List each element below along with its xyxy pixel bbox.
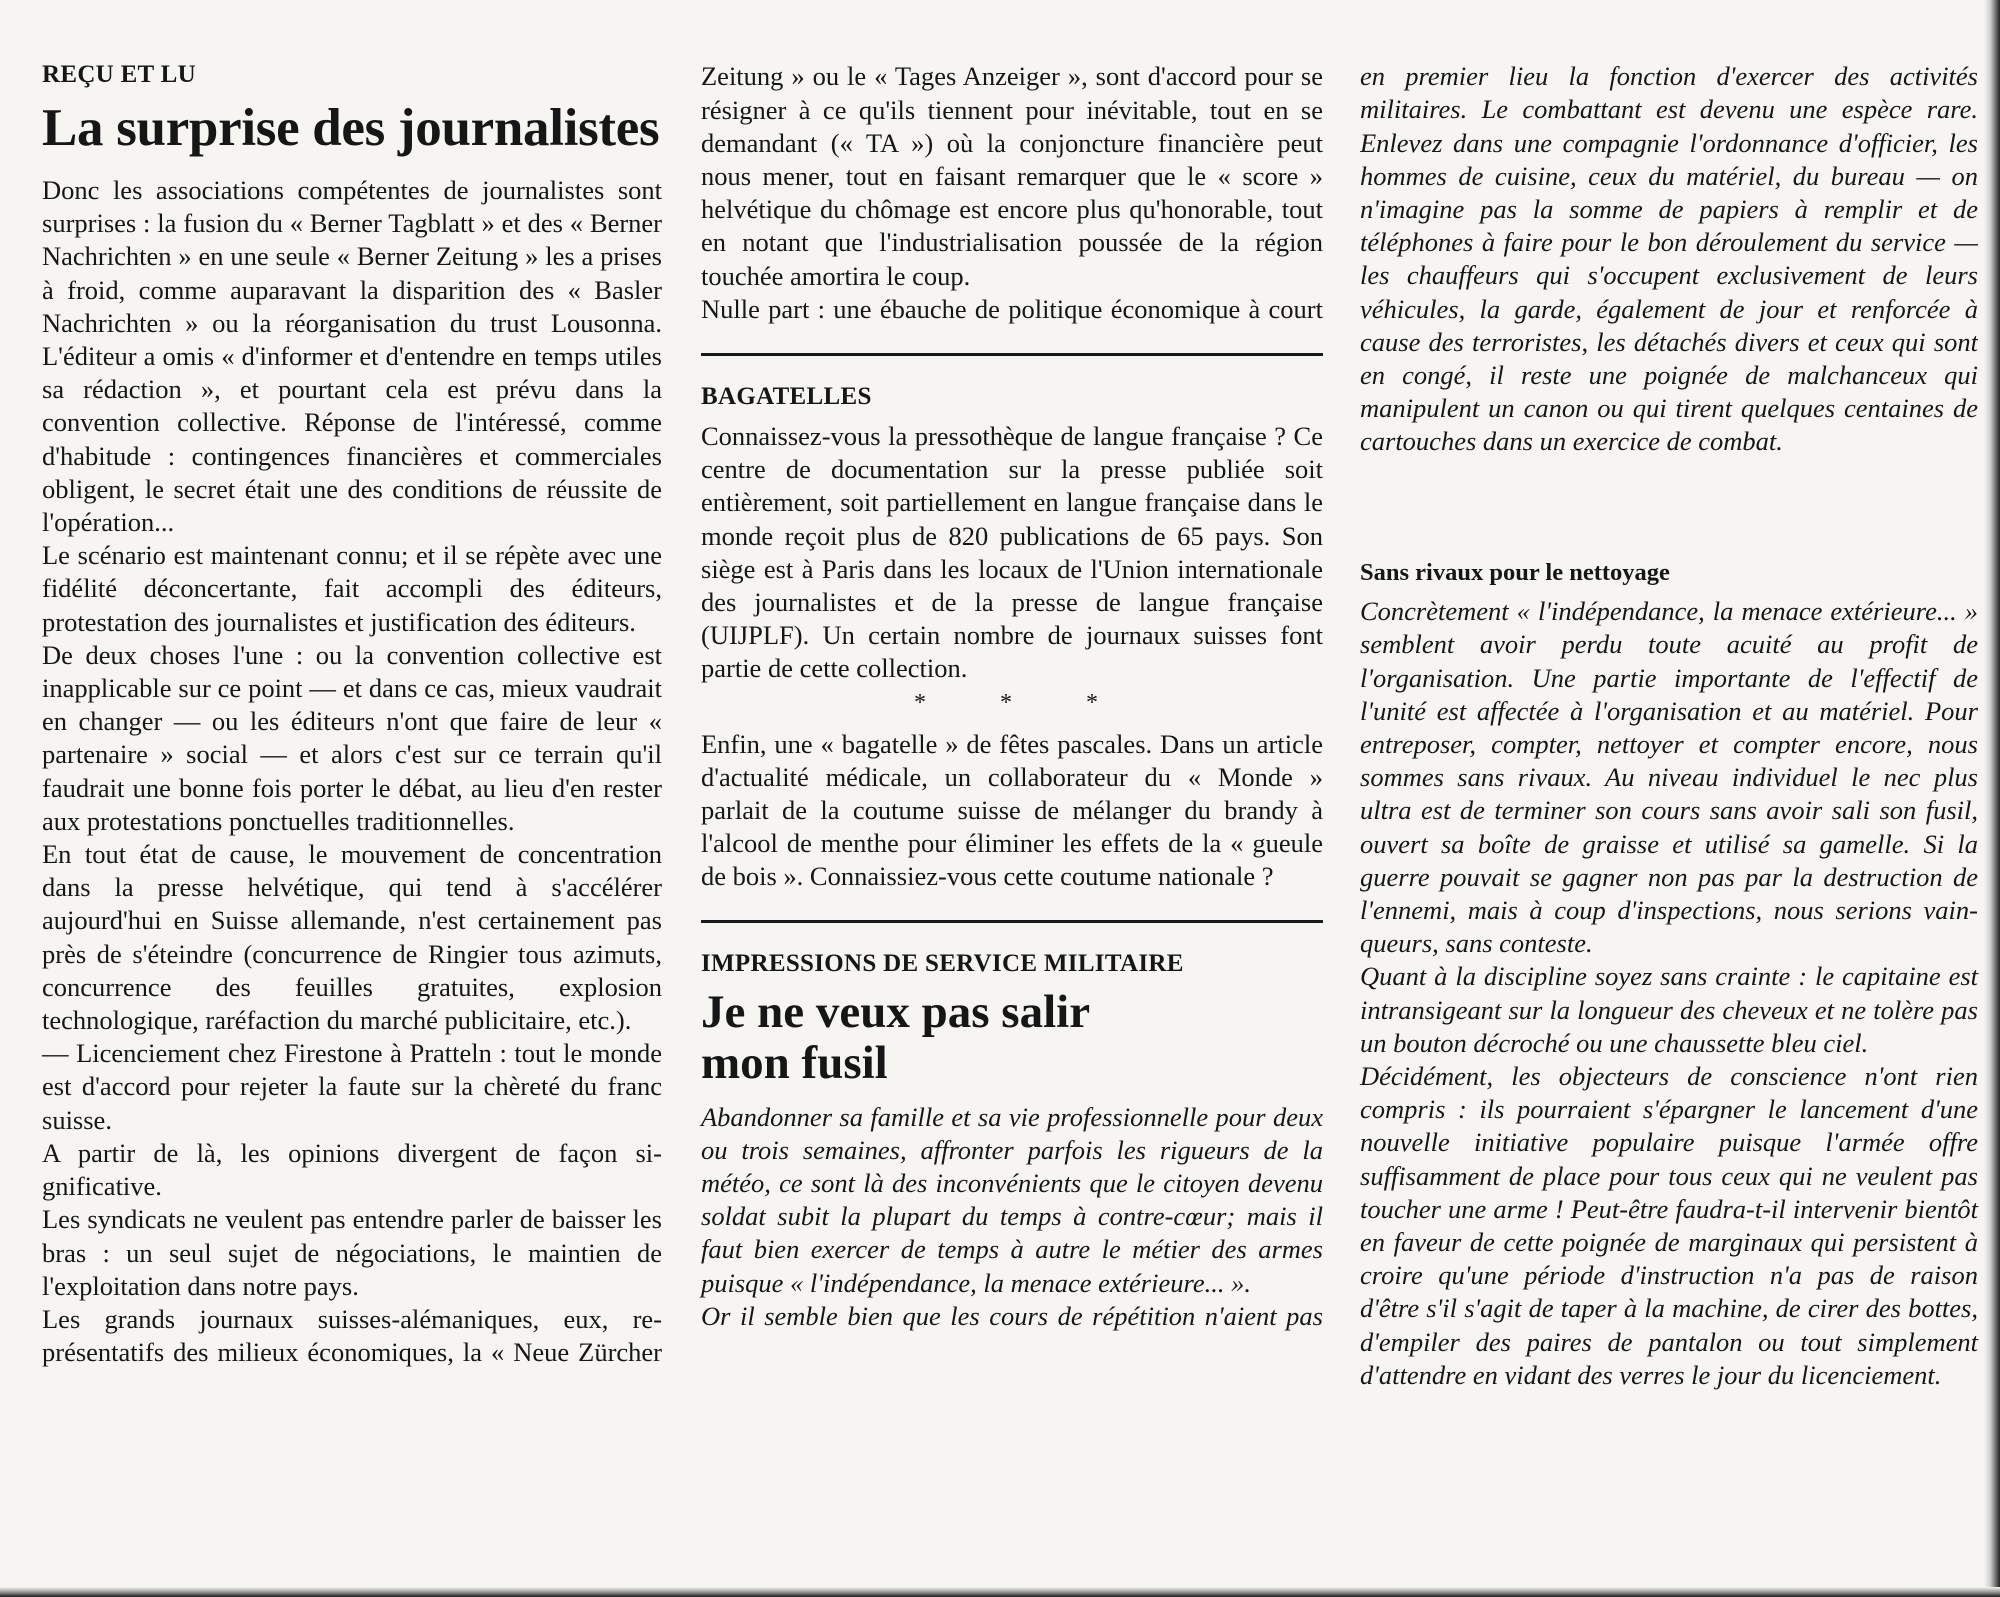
section-divider (701, 920, 1323, 923)
article3-continuation (1360, 60, 1978, 530)
article3-paragraph: Concrètement « l'indépendance, la menace extérieure... » semblent avoir perdu toute acuité au profit de l'organisation. Une partie importante de l'effectif de l'unité est affectée à l'organisation et au matériel. Pour entreposer, compter, nettoyer et compter encore, nous sommes sans rivaux. Au niveau individuel le nec plus ultra est de terminer son cours sans avoir sali son fusil, ouvert sa boîte de graisse et utilisé sa gamelle. Si la guerre pouvait se gagner non pas par la destruction de l'ennemi, mais à coup d'inspections, nous serions vainqueurs, sans conteste. (1360, 596, 1978, 959)
article2-kicker: BAGATELLES (701, 383, 872, 410)
section-divider (701, 353, 1323, 356)
article3-paragraph: Quant à la discipline soyez sans crainte : le capitaine est intransigeant sur la longueur des cheveux et ne tolère pas un bouton décroché ou une chaussette bleu ciel. (1360, 961, 1978, 1058)
article3-paragraph: Abandonner sa famille et sa vie professionnelle pour deux ou trois semaines, affronter parfois les rigueurs de la météo, ce sont là des inconvénients que le citoyen devenu soldat subit la plupart du temps à contre-cœur; mais il faut bien exercer de temps à autre le métier des armes puisque « l'indépendance, la menace extérieure... ». (701, 1101, 1323, 1298)
article2-paragraph: Enfin, une « bagatelle » de fêtes pascales. Dans un article d'actualité médicale, un collaborateur du « Monde » parlait de la coutume suisse de mélanger du brandy à l'alcool de menthe pour éliminer les effets de la « gueule de bois ». Connaissiez-vous cette coutume nationale ? (701, 728, 1323, 892)
article3-headline-line: mon fusil (701, 1036, 888, 1089)
column-2 (701, 60, 1323, 1333)
article1-paragraph: — Licenciement chez Firestone à Pratteln : tout le monde est d'accord pour rejeter la faute sur la chèreté du franc suisse. (42, 1038, 662, 1135)
article1-paragraph: Nulle part : une ébauche de politique économique à court (701, 293, 1323, 324)
article1-headline: La surprise des journalistes (42, 99, 660, 157)
article1-kicker: REÇU ET LU (42, 61, 196, 88)
article3-headline-line: Je ne veux pas salir (701, 985, 1091, 1038)
page-edge-shadow (1984, 0, 2000, 1597)
asterism-separator: * * * (914, 689, 1132, 716)
article1-paragraph: A partir de là, les opinions divergent de façon significative. (42, 1137, 662, 1202)
article1-paragraph: Les syndicats ne veulent pas entendre parler de baisser les bras : un seul sujet de négociations, le maintien de l'exploitation dans notre pays. (42, 1204, 662, 1301)
article3-paragraph: Décidément, les objecteurs de conscience n'ont rien compris : ils pourraient s'épargner le lancement d'une nouvelle initiative populaire puisque l'armée offre suffisamment de place pour tous ceux qui ne veulent pas toucher une arme ! Peut-être faudra-t-il intervenir bientôt en faveur de cette poignée de marginaux qui persistent à croire qu'une période d'instruction n'a pas de raison d'être s'il s'agit de taper à la machine, de cirer des bottes, d'empiler des paires de pantalon ou tout simplement d'attendre en vidant des verres le jour du licenciement. (1360, 1061, 1978, 1390)
article1-paragraph: De deux choses l'une : ou la convention collective est inapplicable sur ce point — et dans ce cas, mieux vaudrait en changer — ou les éditeurs n'ont que faire de leur « partenaire » social — et alors c'est sur ce terrain qu'il faudrait une bonne fois porter le débat, au lieu d'en rester aux protestations ponctuelles traditionnelles. (42, 639, 662, 836)
article3-paragraph-continued: Or il semble bien que les cours de répétition n'aient pas (701, 1300, 1323, 1331)
article3-headline (701, 987, 1323, 1089)
article1-paragraph: En tout état de cause, le mouvement de concentration dans la presse helvétique, qui tend à s'accélérer aujourd'hui en Suisse allemande, n'est certainement pas près de s'éteindre (concurrence de Ringier tous azimuts, concurrence des feuilles gratuites, explosion technologique, raréfaction du marché publicitaire, etc.). (42, 839, 662, 1036)
article3-kicker: IMPRESSIONS DE SERVICE MILITAIRE (701, 949, 1184, 977)
page-bottom-edge (0, 1587, 2000, 1597)
article1-continuation (701, 60, 1323, 327)
article1-paragraph-continued: Les grands journaux suisses-alémaniques, eux, représentatifs des milieux économiques, la « Neue Zürcher (42, 1303, 662, 1368)
article1-paragraph: Zeitung » ou le « Tages Anzeiger », sont d'accord pour se résigner à ce qu'ils tiennent pour inévitable, tout en se demandant (« TA ») où la conjoncture financière peut nous mener, tout en faisant remarquer que le « score » helvétique du chômage est encore plus qu'honorable, tout en notant que l'industrialisation poussée de la région touchée amortira le coup. (701, 61, 1323, 291)
article1-paragraph: Le scénario est maintenant connu; et il se répète avec une fidélité déconcertante, fait accompli des éditeurs, protestation des journalistes et justification des éditeurs. (42, 540, 662, 637)
column-1 (42, 60, 662, 1369)
article3-paragraph: en premier lieu la fonction d'exercer des activités militaires. Le combattant est devenu une espèce rare. Enlevez dans une compagnie l'ordonnance d'officier, les hommes de cuisine, ceux du matériel, du bureau — on n'imagine pas la somme de papiers à remplir et de téléphones à faire pour le bon déroulement du service — les chauffeurs qui s'occupent exclusivement de leurs véhicules, la garde, également de jour et renforcée à cause des terroristes, les détachés divers et ceux qui sont en congé, il reste une poignée de malchanceux qui manipulent un canon ou qui tirent quelques centaines de cartouches dans un exercice de combat. (1360, 61, 1978, 457)
article2-paragraph: Connaissez-vous la pressothèque de langue française ? Ce centre de documentation sur la presse publiée soit entièrement, soit partiellement en langue française dans le monde reçoit plus de 820 publications de 65 pays. Son siège est à Paris dans les locaux de l'Union internationale des journalistes et de la presse de langue française (UIJPLF). Un certain nombre de journaux suisses font partie de cette collection. (701, 421, 1323, 684)
article3-subhead: Sans rivaux pour le nettoyage (1360, 559, 1670, 586)
column-3 (1360, 60, 1978, 1392)
article1-paragraph: Donc les associations compétentes de journalistes sont surprises : la fusion du « Berner Tagblatt » et des « Berner Nachrichten » en une seule « Berner Zeitung » les a prises à froid, comme auparavant la disparition des « Basler Nachrichten » ou la réorganisation du trust Lousonna. L'éditeur a omis « d'informer et d'entendre en temps utiles sa rédaction », et pourtant cela est prévu dans la convention collective. Réponse de l'intéressé, comme d'habitude : contingences financières et commerciales obligent, le secret était une des conditions de réussite de l'opération... (42, 175, 662, 538)
